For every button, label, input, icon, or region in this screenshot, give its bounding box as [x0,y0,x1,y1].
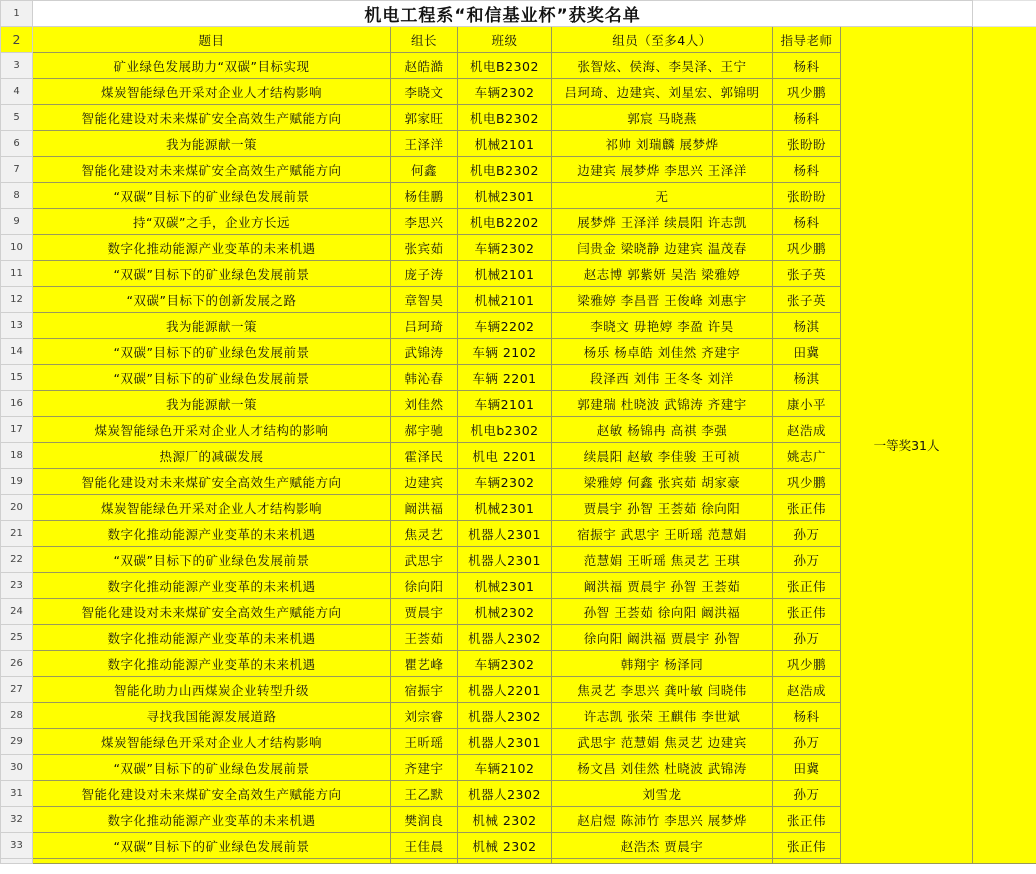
members-cell[interactable]: 李晓文 毋艳婷 李盈 许昊 [552,313,773,339]
row-number[interactable]: 11 [1,261,33,287]
class-cell[interactable]: 机电 2201 [458,443,552,469]
class-cell[interactable]: 机械2101 [458,287,552,313]
row-number[interactable] [1,859,33,864]
class-cell[interactable]: 机器人2201 [458,677,552,703]
row-number[interactable]: 33 [1,833,33,859]
row-number[interactable]: 2 [1,27,33,53]
teacher-cell[interactable]: 孙万 [773,625,841,651]
members-cell[interactable]: 徐向阳 阚洪福 贾晨宇 孙智 [552,625,773,651]
row-number[interactable]: 18 [1,443,33,469]
class-cell[interactable]: 机器人2302 [458,781,552,807]
members-cell[interactable]: 赵志博 郭紫妍 吴浩 梁雅婷 [552,261,773,287]
members-cell[interactable]: 吕珂琦、边建宾、刘星宏、郭锦明 [552,79,773,105]
members-cell[interactable]: 武思宇 范慧娟 焦灵艺 边建宾 [552,729,773,755]
teacher-cell[interactable]: 孙万 [773,729,841,755]
leader-cell[interactable]: 韩沁春 [391,365,458,391]
row-number[interactable]: 19 [1,469,33,495]
members-cell[interactable]: 焦灵艺 李思兴 龚叶敏 闫晓伟 [552,677,773,703]
class-cell[interactable]: 机器人2302 [458,625,552,651]
topic-cell[interactable]: “双碳”目标下的矿业绿色发展前景 [33,339,391,365]
class-cell[interactable]: 车辆2102 [458,755,552,781]
sheet-title[interactable]: 机电工程系“和信基业杯”获奖名单 [33,1,973,27]
class-cell[interactable]: 机器人2301 [458,729,552,755]
class-cell[interactable]: 机器人2301 [458,547,552,573]
topic-cell[interactable]: 智能化建设对未来煤矿安全高效生产赋能方向 [33,469,391,495]
class-cell[interactable]: 车辆2202 [458,313,552,339]
teacher-cell[interactable]: 杨科 [773,157,841,183]
leader-cell[interactable]: 齐建宇 [391,755,458,781]
class-cell[interactable]: 车辆2101 [458,391,552,417]
topic-cell[interactable]: 数字化推动能源产业变革的未来机遇 [33,807,391,833]
topic-cell[interactable]: 数字化推动能源产业变革的未来机遇 [33,521,391,547]
leader-cell[interactable]: 何鑫 [391,157,458,183]
teacher-cell[interactable]: 姚志广 [773,443,841,469]
members-cell[interactable]: 杨乐 杨卓皓 刘佳然 齐建宇 [552,339,773,365]
row-number[interactable]: 21 [1,521,33,547]
title-row [1,1,1036,27]
row-number[interactable]: 8 [1,183,33,209]
teacher-cell[interactable]: 田冀 [773,339,841,365]
teacher-cell[interactable]: 杨科 [773,105,841,131]
leader-cell[interactable]: 章智昊 [391,287,458,313]
empty-cell[interactable] [391,859,458,864]
teacher-cell[interactable]: 杨科 [773,703,841,729]
topic-cell[interactable]: 智能化助力山西煤炭企业转型升级 [33,677,391,703]
award-label[interactable]: 一等奖31人 [841,27,973,864]
members-cell[interactable]: 梁雅婷 何鑫 张宾茹 胡家豪 [552,469,773,495]
row-number[interactable]: 28 [1,703,33,729]
teacher-cell[interactable]: 孙万 [773,521,841,547]
members-cell[interactable]: 梁雅婷 李昌晋 王俊峰 刘惠宇 [552,287,773,313]
header-teacher[interactable]: 指导老师 [773,27,841,53]
row-number[interactable]: 16 [1,391,33,417]
topic-cell[interactable]: “双碳”目标下的矿业绿色发展前景 [33,547,391,573]
topic-cell[interactable]: 数字化推动能源产业变革的未来机遇 [33,235,391,261]
class-cell[interactable]: 机电B2302 [458,105,552,131]
leader-cell[interactable]: 王荟茹 [391,625,458,651]
header-row [1,27,1036,53]
teacher-cell[interactable]: 张正伟 [773,833,841,859]
class-cell[interactable]: 机械 2302 [458,833,552,859]
leader-cell[interactable]: 刘宗睿 [391,703,458,729]
members-cell[interactable]: 赵启煜 陈沛竹 李思兴 展梦烨 [552,807,773,833]
teacher-cell[interactable]: 田冀 [773,755,841,781]
topic-cell[interactable]: 寻找我国能源发展道路 [33,703,391,729]
members-cell[interactable]: 边建宾 展梦烨 李思兴 王泽洋 [552,157,773,183]
topic-cell[interactable]: 智能化建设对未来煤矿安全高效生产赋能方向 [33,781,391,807]
class-cell[interactable]: 机电b2302 [458,417,552,443]
row-number[interactable]: 13 [1,313,33,339]
topic-cell[interactable]: 矿业绿色发展助力“双碳”目标实现 [33,53,391,79]
teacher-cell[interactable]: 张正伟 [773,807,841,833]
row-number[interactable]: 29 [1,729,33,755]
row-number[interactable]: 27 [1,677,33,703]
members-cell[interactable]: 祁帅 刘瑞麟 展梦烨 [552,131,773,157]
topic-cell[interactable]: 煤炭智能绿色开采对企业人才结构的影响 [33,417,391,443]
members-cell[interactable]: 贾晨宇 孙智 王荟茹 徐向阳 [552,495,773,521]
members-cell[interactable]: 杨文昌 刘佳然 杜晓波 武锦涛 [552,755,773,781]
topic-cell[interactable]: 智能化建设对未来煤矿安全高效生产赋能方向 [33,105,391,131]
topic-cell[interactable]: “双碳”目标下的矿业绿色发展前景 [33,261,391,287]
class-cell[interactable]: 机电B2302 [458,157,552,183]
leader-cell[interactable]: 霍泽民 [391,443,458,469]
row-number[interactable]: 17 [1,417,33,443]
leader-cell[interactable]: 庞子涛 [391,261,458,287]
topic-cell[interactable]: 智能化建设对未来煤矿安全高效生产赋能方向 [33,599,391,625]
leader-cell[interactable]: 刘佳然 [391,391,458,417]
header-class[interactable]: 班级 [458,27,552,53]
leader-cell[interactable]: 边建宾 [391,469,458,495]
leader-cell[interactable]: 武思宇 [391,547,458,573]
members-cell[interactable]: 范慧娟 王昕瑶 焦灵艺 王琪 [552,547,773,573]
class-cell[interactable]: 车辆 2102 [458,339,552,365]
teacher-cell[interactable]: 杨淇 [773,365,841,391]
topic-cell[interactable]: 热源厂的减碳发展 [33,443,391,469]
teacher-cell[interactable]: 赵浩成 [773,677,841,703]
row-number[interactable]: 24 [1,599,33,625]
leader-cell[interactable]: 徐向阳 [391,573,458,599]
empty-cell[interactable] [458,859,552,864]
class-cell[interactable]: 车辆 2201 [458,365,552,391]
row-number[interactable]: 5 [1,105,33,131]
leader-cell[interactable]: 李思兴 [391,209,458,235]
members-cell[interactable]: 许志凯 张荣 王麒伟 李世斌 [552,703,773,729]
header-topic[interactable]: 题目 [33,27,391,53]
topic-cell[interactable]: “双碳”目标下的矿业绿色发展前景 [33,833,391,859]
row-number[interactable]: 3 [1,53,33,79]
members-cell[interactable]: 阚洪福 贾晨宇 孙智 王荟茹 [552,573,773,599]
members-cell[interactable]: 张智炫、侯海、李昊泽、王宁 [552,53,773,79]
row-number[interactable]: 9 [1,209,33,235]
topic-cell[interactable]: “双碳”目标下的矿业绿色发展前景 [33,365,391,391]
topic-cell[interactable]: 我为能源献一策 [33,313,391,339]
teacher-cell[interactable]: 孙万 [773,781,841,807]
topic-cell[interactable]: “双碳”目标下的矿业绿色发展前景 [33,183,391,209]
class-cell[interactable]: 机械2301 [458,183,552,209]
row-number[interactable]: 31 [1,781,33,807]
leader-cell[interactable]: 张宾茹 [391,235,458,261]
teacher-cell[interactable]: 杨淇 [773,313,841,339]
class-cell[interactable]: 机器人2302 [458,703,552,729]
leader-cell[interactable]: 吕珂琦 [391,313,458,339]
members-cell[interactable]: 闫贵金 梁晓静 边建宾 温茂春 [552,235,773,261]
members-cell[interactable]: 宿振宇 武思宇 王昕瑶 范慧娟 [552,521,773,547]
topic-cell[interactable]: 数字化推动能源产业变革的未来机遇 [33,573,391,599]
teacher-cell[interactable]: 张子英 [773,287,841,313]
members-cell[interactable]: 郭宸 马晓燕 [552,105,773,131]
leader-cell[interactable]: 阚洪福 [391,495,458,521]
leader-cell[interactable]: 郭家旺 [391,105,458,131]
topic-cell[interactable]: “双碳”目标下的矿业绿色发展前景 [33,755,391,781]
row-number[interactable]: 4 [1,79,33,105]
row-number[interactable]: 20 [1,495,33,521]
class-cell[interactable]: 车辆2302 [458,651,552,677]
topic-cell[interactable]: 煤炭智能绿色开采对企业人才结构影响 [33,729,391,755]
topic-cell[interactable]: 我为能源献一策 [33,131,391,157]
members-cell[interactable]: 段泽西 刘伟 王冬冬 刘洋 [552,365,773,391]
row-number[interactable]: 6 [1,131,33,157]
topic-cell[interactable]: 煤炭智能绿色开采对企业人才结构影响 [33,495,391,521]
class-cell[interactable]: 机械2101 [458,131,552,157]
leader-cell[interactable]: 王乙默 [391,781,458,807]
header-members[interactable]: 组员（至多4人） [552,27,773,53]
class-cell[interactable]: 机电B2202 [458,209,552,235]
leader-cell[interactable]: 杨佳鹏 [391,183,458,209]
teacher-cell[interactable]: 张盼盼 [773,131,841,157]
class-cell[interactable]: 机器人2301 [458,521,552,547]
leader-cell[interactable]: 瞿艺峰 [391,651,458,677]
leader-cell[interactable]: 王泽洋 [391,131,458,157]
topic-cell[interactable]: “双碳”目标下的创新发展之路 [33,287,391,313]
row-number[interactable]: 30 [1,755,33,781]
teacher-cell[interactable]: 巩少鹏 [773,469,841,495]
empty-cell[interactable] [973,1,1036,27]
empty-cell[interactable] [773,859,841,864]
leader-cell[interactable]: 王佳晨 [391,833,458,859]
members-cell[interactable]: 赵敏 杨锦冉 高祺 李强 [552,417,773,443]
teacher-cell[interactable]: 孙万 [773,547,841,573]
members-cell[interactable]: 郭建瑞 杜晓波 武锦涛 齐建宇 [552,391,773,417]
teacher-cell[interactable]: 康小平 [773,391,841,417]
members-cell[interactable]: 孙智 王荟茹 徐向阳 阚洪福 [552,599,773,625]
leader-cell[interactable]: 樊润良 [391,807,458,833]
class-cell[interactable]: 机械2301 [458,573,552,599]
row-number[interactable]: 26 [1,651,33,677]
class-cell[interactable]: 机电B2302 [458,53,552,79]
leader-cell[interactable]: 宿振宇 [391,677,458,703]
leader-cell[interactable]: 武锦涛 [391,339,458,365]
teacher-cell[interactable]: 杨科 [773,209,841,235]
class-cell[interactable]: 机械 2302 [458,807,552,833]
members-cell[interactable]: 韩翔宇 杨泽同 [552,651,773,677]
class-cell[interactable]: 机械2301 [458,495,552,521]
teacher-cell[interactable]: 张子英 [773,261,841,287]
topic-cell[interactable]: 数字化推动能源产业变革的未来机遇 [33,625,391,651]
class-cell[interactable]: 车辆2302 [458,79,552,105]
leader-cell[interactable]: 王昕瑶 [391,729,458,755]
teacher-cell[interactable]: 杨科 [773,53,841,79]
empty-cell[interactable] [973,27,1036,864]
members-cell[interactable]: 无 [552,183,773,209]
empty-cell[interactable] [552,859,773,864]
members-cell[interactable]: 展梦烨 王泽洋 续晨阳 许志凯 [552,209,773,235]
teacher-cell[interactable]: 张正伟 [773,573,841,599]
row-number[interactable]: 1 [1,1,33,27]
class-cell[interactable]: 车辆2302 [458,469,552,495]
row-number[interactable]: 32 [1,807,33,833]
topic-cell[interactable]: 持“双碳”之手，企业方长远 [33,209,391,235]
class-cell[interactable]: 车辆2302 [458,235,552,261]
topic-cell[interactable]: 我为能源献一策 [33,391,391,417]
topic-cell[interactable]: 数字化推动能源产业变革的未来机遇 [33,651,391,677]
teacher-cell[interactable]: 赵浩成 [773,417,841,443]
row-number[interactable]: 12 [1,287,33,313]
row-number[interactable]: 23 [1,573,33,599]
teacher-cell[interactable]: 巩少鹏 [773,651,841,677]
leader-cell[interactable]: 焦灵艺 [391,521,458,547]
row-number[interactable]: 10 [1,235,33,261]
leader-cell[interactable]: 贾晨宇 [391,599,458,625]
row-number[interactable]: 22 [1,547,33,573]
leader-cell[interactable]: 郝宇驰 [391,417,458,443]
row-number[interactable]: 7 [1,157,33,183]
teacher-cell[interactable]: 张正伟 [773,495,841,521]
topic-cell[interactable]: 智能化建设对未来煤矿安全高效生产赋能方向 [33,157,391,183]
class-cell[interactable]: 机械2302 [458,599,552,625]
members-cell[interactable]: 续晨阳 赵敏 李佳骏 王可祯 [552,443,773,469]
teacher-cell[interactable]: 巩少鹏 [773,235,841,261]
teacher-cell[interactable]: 张盼盼 [773,183,841,209]
members-cell[interactable]: 赵浩杰 贾晨宇 [552,833,773,859]
leader-cell[interactable]: 李晓文 [391,79,458,105]
teacher-cell[interactable]: 巩少鹏 [773,79,841,105]
members-cell[interactable]: 刘雪龙 [552,781,773,807]
row-number[interactable]: 25 [1,625,33,651]
teacher-cell[interactable]: 张正伟 [773,599,841,625]
empty-cell[interactable] [33,859,391,864]
row-number[interactable]: 15 [1,365,33,391]
leader-cell[interactable]: 赵皓澔 [391,53,458,79]
topic-cell[interactable]: 煤炭智能绿色开采对企业人才结构影响 [33,79,391,105]
header-leader[interactable]: 组长 [391,27,458,53]
row-number[interactable]: 14 [1,339,33,365]
class-cell[interactable]: 机械2101 [458,261,552,287]
